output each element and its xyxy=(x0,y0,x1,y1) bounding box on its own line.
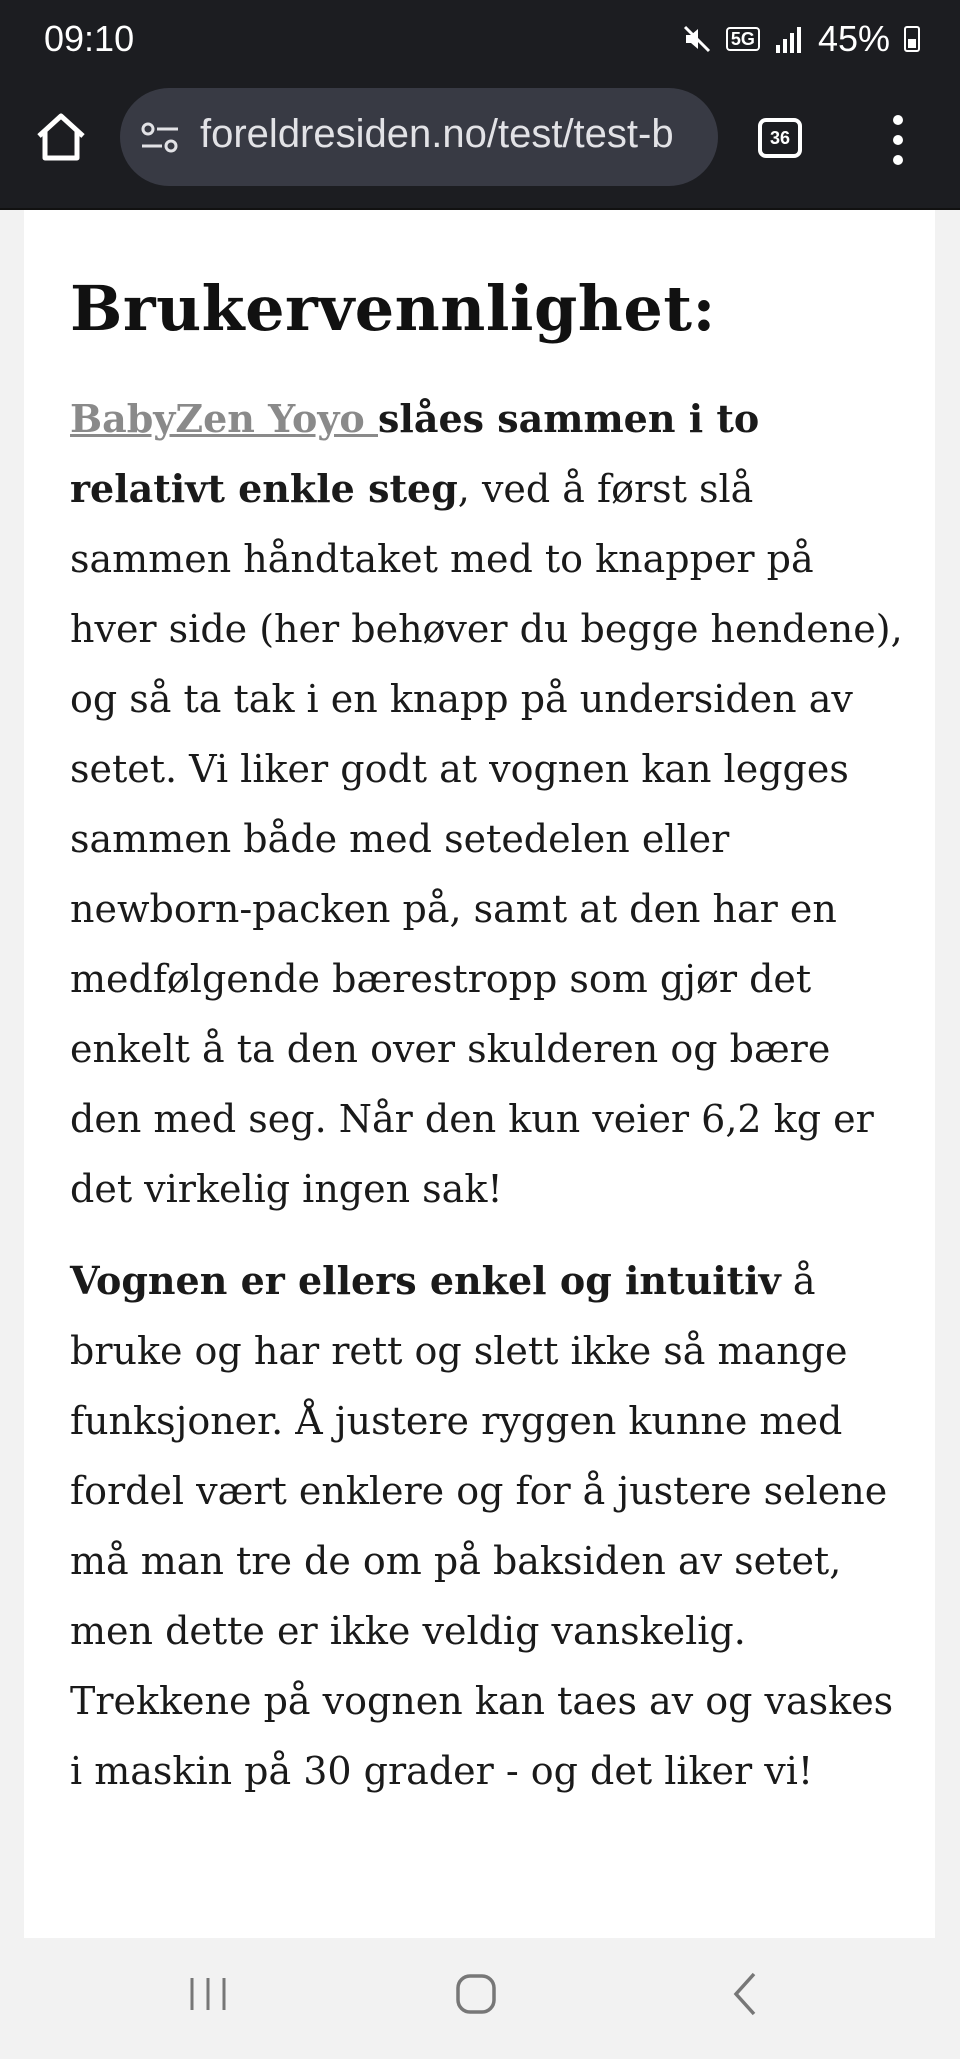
signal-icon xyxy=(774,25,804,53)
paragraph-text: å bruke og har rett og slett ikke så mange funksjoner. Å justere ryggen kunne med fordel vært enklere og for å justere selene må man tre de om på baksiden av setet, men dette er ikke veldig vanskelig. Trekkene på vognen kan taes av og vaskes i maskin på 30 grader - og det liker vi! xyxy=(70,1259,894,1793)
article-content xyxy=(24,210,935,1938)
battery-icon xyxy=(904,26,920,52)
paragraph-usability xyxy=(70,1246,910,1806)
paragraph-folding xyxy=(70,384,910,1224)
network-badge: 5G xyxy=(726,27,760,51)
browser-toolbar xyxy=(0,84,960,210)
status-icons xyxy=(682,18,920,60)
product-link[interactable]: BabyZen Yoyo xyxy=(70,396,378,441)
more-menu-icon[interactable] xyxy=(888,112,908,168)
back-icon[interactable] xyxy=(730,1970,760,2018)
recent-apps-icon[interactable] xyxy=(186,1974,230,2014)
system-nav-bar xyxy=(0,1938,960,2059)
home-icon[interactable] xyxy=(34,110,88,164)
home-icon[interactable] xyxy=(454,1972,498,2016)
paragraph-bold: Vognen er ellers enkel og intuitiv xyxy=(70,1258,781,1303)
paragraph-text: , ved å først slå sammen håndtaket med to knapper på hver side (her behøver du begge hendene), og så ta tak i en knapp på undersiden av setet. Vi liker godt at vognen kan legges sammen både med setedelen eller newborn-packen på, samt at den har en medfølgende bærestropp som gjør det enkelt å ta den over skulderen og bære den med seg. Når den kun veier 6,2 kg er det virkelig ingen sak! xyxy=(70,467,903,1211)
paragraph-bold: slåes sammen i to relativt enkle steg xyxy=(70,396,760,511)
battery-percent: 45% xyxy=(817,18,890,59)
address-bar[interactable] xyxy=(120,88,718,186)
status-time: 09:10 xyxy=(44,18,135,59)
url-text[interactable]: foreldresiden.no/test/test-b xyxy=(200,112,674,156)
site-settings-icon[interactable] xyxy=(140,120,180,156)
tabs-icon[interactable] xyxy=(758,118,802,158)
tab-count: 36 xyxy=(769,127,791,148)
status-bar xyxy=(0,0,960,84)
section-heading: Brukervennlighet: xyxy=(70,272,716,345)
mute-icon xyxy=(682,24,712,54)
